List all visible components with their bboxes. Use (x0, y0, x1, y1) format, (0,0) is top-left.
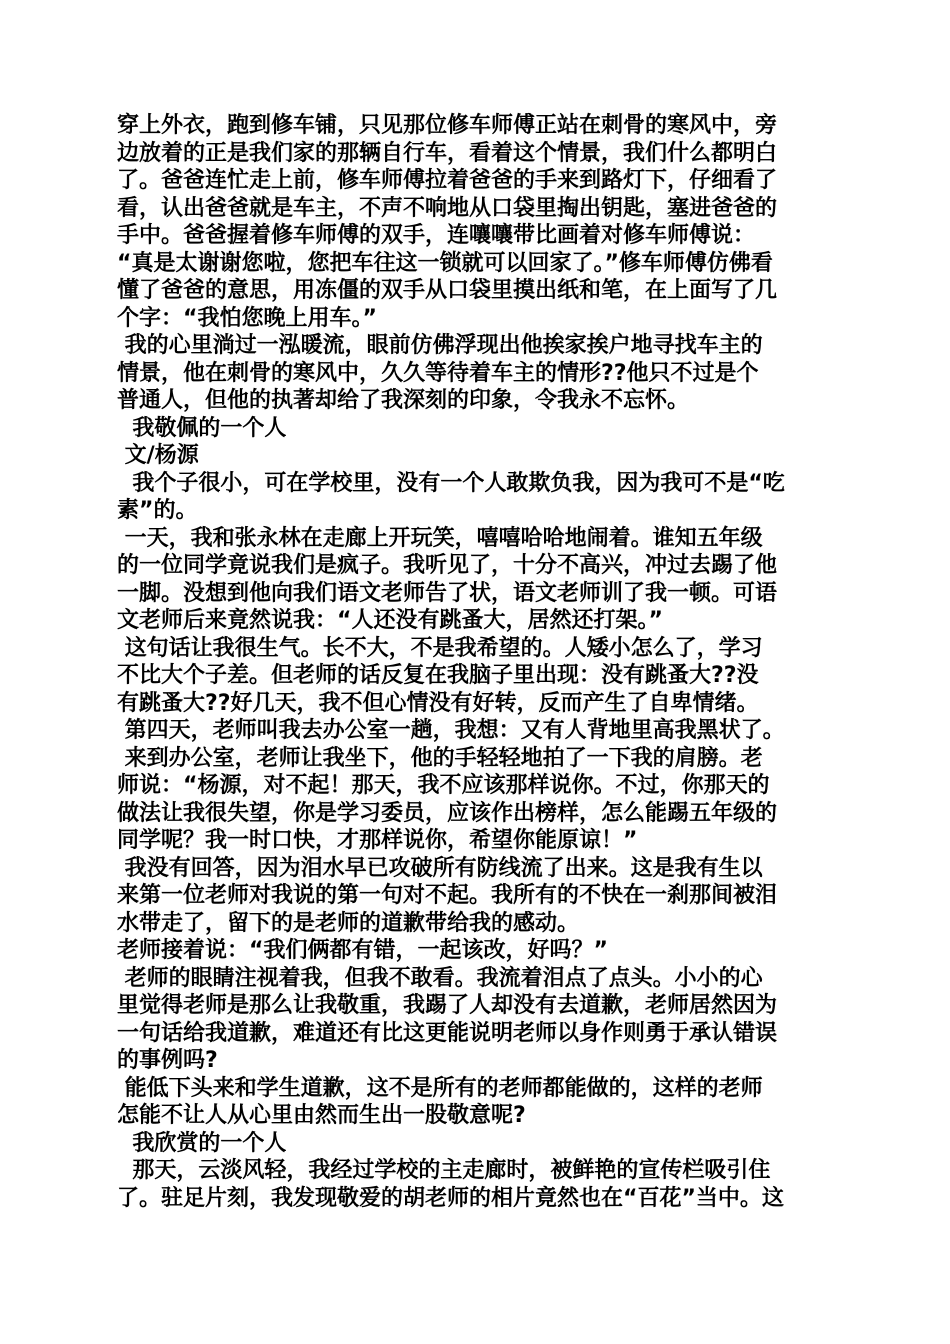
text-line: 穿上外衣，跑到修车铺，只见那位修车师傅正站在刺骨的寒风中，旁 (117, 113, 778, 138)
text-line: 一句话给我道歉，难道还有比这更能说明老师以身作则勇于承认错误 (117, 1020, 778, 1046)
text-line: 普通人，但他的执著却给了我深刻的印象，令我永不忘怀。 (117, 388, 690, 413)
text-line: 的一位同学竟说我们是疯子。我听见了，十分不高兴，冲过去踢了他 (117, 553, 778, 578)
text-line: 同学呢？我一时口快，才那样说你，希望你能原谅！” (117, 828, 638, 853)
text-line: 手中。爸爸握着修车师傅的双手，连嚷嚷带比画着对修车师傅说： (117, 223, 756, 248)
text-line: 老师接着说：“我们俩都有错，一起该改，好吗？” (117, 938, 608, 963)
text-line: 来第一位老师对我说的第一句对不起。我所有的不快在一刹那间被泪 (117, 883, 778, 908)
document-body (117, 112, 837, 1212)
text-line: 一天，我和张永林在走廊上开玩笑，嘻嘻哈哈地闹着。谁知五年级 (117, 525, 763, 551)
section-heading: 我欣赏的一个人 (117, 1130, 287, 1156)
section-heading: 我敬佩的一个人 (117, 415, 287, 441)
text-line: 我的心里淌过一泓暖流，眼前仿佛浮现出他挨家挨户地寻找车主的 (117, 333, 763, 358)
text-line: 素”的。 (117, 498, 198, 523)
text-line: 做法让我很失望，你是学习委员，应该作出榜样，怎么能踢五年级的 (117, 800, 778, 826)
text-line: 老师的眼睛注视着我，但我不敢看。我流着泪点了点头。小小的心 (117, 965, 763, 991)
text-line: 一脚。没想到他向我们语文老师告了状，语文老师训了我一顿。可语 (117, 580, 778, 606)
text-line: 第四天，老师叫我去办公室一趟，我想：又有人背地里高我黑状了。 (117, 718, 785, 743)
text-line: 情景，他在刺骨的寒风中，久久等待着车主的情形??他只不过是个 (117, 360, 759, 386)
text-line: 的事例吗? (117, 1048, 218, 1073)
text-line: 师说：“杨源，对不起！那天，我不应该那样说你。不过，你那天的 (117, 773, 770, 798)
text-line: 来到办公室，老师让我坐下，他的手轻轻地拍了一下我的肩膀。老 (117, 745, 763, 771)
text-line: 边放着的正是我们家的那辆自行车，看着这个情景，我们什么都明白 (117, 140, 778, 166)
text-line: 有跳蚤大??好几天，我不但心情没有好转，反而产生了自卑情绪。 (117, 690, 759, 716)
text-line: 文老师后来竟然说我：“人还没有跳蚤大，居然还打架。” (117, 608, 663, 633)
text-line: 那天，云淡风轻，我经过学校的主走廊时，被鲜艳的宣传栏吸引住 (117, 1158, 771, 1183)
text-line: “真是太谢谢您啦，您把车往这一锁就可以回家了。”修车师傅仿佛看 (117, 250, 773, 276)
text-line: 我个子很小，可在学校里，没有一个人敢欺负我，因为我可不是“吃 (117, 470, 785, 496)
text-line: 了。爸爸连忙走上前，修车师傅拉着爸爸的手来到路灯下，仔细看了 (117, 168, 778, 193)
text-line: 能低下头来和学生道歉，这不是所有的老师都能做的，这样的老师 (117, 1075, 763, 1101)
author-line: 文/杨源 (117, 443, 199, 468)
text-line: 看，认出爸爸就是车主，不声不响地从口袋里掏出钥匙，塞进爸爸的 (117, 195, 778, 221)
text-line: 怎能不让人从心里由然而生出一股敬意呢? (117, 1103, 526, 1128)
text-line: 里觉得老师是那么让我敬重，我踢了人却没有去道歉，老师居然因为 (117, 993, 778, 1018)
text-line: 水带走了，留下的是老师的道歉带给我的感动。 (117, 910, 580, 936)
text-line: 个字：“我怕您晚上用车。” (117, 305, 377, 331)
text-line: 这句话让我很生气。长不大，不是我希望的。人矮小怎么了，学习 (117, 635, 763, 661)
text-line: 不比大个子差。但老师的话反复在我脑子里出现：没有跳蚤大??没 (117, 663, 759, 688)
text-line: 了。驻足片刻，我发现敬爱的胡老师的相片竟然也在“百花”当中。这 (117, 1185, 784, 1211)
text-line: 懂了爸爸的意思，用冻僵的双手从口袋里摸出纸和笔，在上面写了几 (117, 278, 778, 303)
text-line: 我没有回答，因为泪水早已攻破所有防线流了出来。这是我有生以 (117, 855, 763, 881)
